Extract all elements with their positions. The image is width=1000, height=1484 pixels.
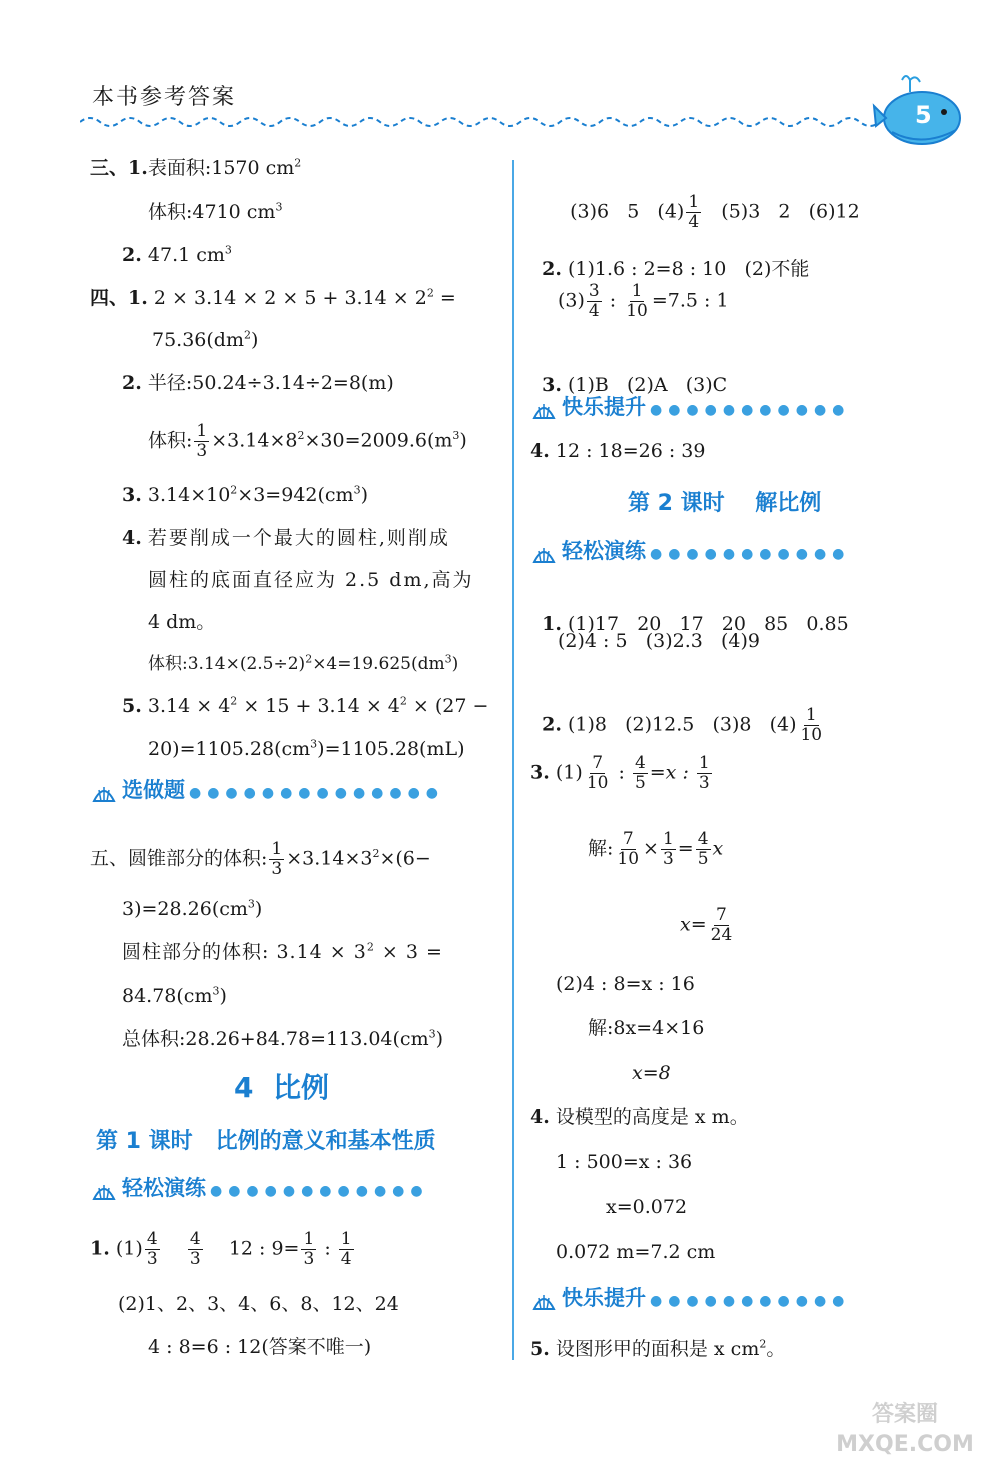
answer-p3: 3. (1) $\frac{7}{10}$ : $\frac{4}{5}$ =x : $\frac{1}{3}$: [530, 753, 710, 793]
answer-s4-4-volume: 体积$:3.14\times(2.5\div 2)^2\times 4=19.625(dm^3)$: [148, 652, 459, 674]
shell-icon: [530, 542, 558, 566]
answer-s4-5-result: $20)=1105.28(cm^3)=1105.28(mL)$: [148, 737, 465, 760]
answer-p2: 2. (1)8 (2)12.5 (3)8 (4) $\frac{1}{10}$: [542, 705, 823, 745]
answer-s3-1-volume: 体积:4710 $cm^3$: [148, 200, 283, 223]
answer-q1-2-example: 4 : 8=6 : 12(答案不唯一): [148, 1336, 372, 1358]
answer-q1: 1. (1) $\frac{4}{3}$ $\frac{4}{3}$ 12 : 9= $\frac{1}{3}$ : $\frac{1}{4}$: [90, 1229, 352, 1269]
answer-p4-x: x=0.072: [606, 1196, 688, 1218]
section-tag-optional: 选做题 ●●●●●●●●●●●●●●: [90, 774, 444, 805]
page-header-title: 本书参考答案: [92, 85, 237, 110]
answer-s5-cylinder-result: $84.78(cm^3)$: [122, 984, 227, 1007]
answer-s5-total: 总体积$:28.26+84.78=113.04(cm^3)$: [122, 1027, 444, 1050]
answer-s4-3: 3. $3.14\times 10^2\times 3=942(cm^3)$: [122, 483, 368, 506]
shell-icon: [90, 781, 118, 805]
answer-s4-1-result: $75.36(dm^2)$: [152, 328, 259, 351]
answer-p3-result: x= $\frac{7}{24}$: [680, 905, 733, 945]
column-divider: [512, 160, 514, 1360]
chapter-title: 4 比例: [234, 1071, 329, 1104]
answer-p3-2: (2)4 : 8=x : 16: [556, 973, 695, 995]
answer-s4-4: 4. 若要削成一个最大的圆柱,则削成: [122, 527, 450, 549]
answer-r2-3: (3) $\frac{3}{4}$ : $\frac{1}{10}$ =7.5 : 1: [558, 281, 729, 321]
answer-p3-2-solution: 解:8x=4×16: [588, 1017, 705, 1039]
answer-s4-4-line2: 圆柱的底面直径应为 2.5 dm,高为: [148, 569, 474, 591]
answer-s5-cylinder: 圆柱部分的体积: $3.14 \times 3^2 \times 3$ =: [122, 940, 443, 963]
section-tag-happy-1: 快乐提升 ●●●●●●●●●●●: [530, 391, 850, 422]
section-tag-easy: 轻松演练 ●●●●●●●●●●●●: [90, 1172, 429, 1203]
section-tag-easy-2: 轻松演练 ●●●●●●●●●●●: [530, 535, 850, 566]
lesson-2-title: 第 2 课时 解比例: [628, 491, 822, 516]
answer-p4-ratio: 1 : 500=x : 36: [556, 1151, 693, 1173]
answer-s5: 五、圆锥部分的体积: $\frac{1}{3}$ $\times 3.14\times 3^2\times(6-$: [90, 839, 431, 879]
answer-s4-2: 2. 半径:50.24÷3.14÷2=8(m): [122, 372, 394, 394]
answer-r2: 2. (1)1.6 : 2=8 : 10 (2)不能: [542, 258, 810, 280]
answer-s4-1: 四、1. $2 \times 3.14 \times 2 \times 5 + 3.14 \times 2^2$ =: [90, 286, 456, 309]
answer-s3-1: 三、1.表面积:1570 $cm^2$: [90, 156, 302, 179]
answer-r3: 3. (1)B (2)A (3)C: [542, 374, 728, 396]
answer-q1-2: (2)1、2、3、4、6、8、12、24: [118, 1293, 399, 1315]
shell-icon: [90, 1179, 118, 1203]
answer-r1: (3)6 5 (4) $\frac{1}{4}$ (5)3 2 (6)12: [570, 192, 860, 232]
watermark-logo: 答案圈 MXQE.COM: [836, 1402, 974, 1457]
answer-p5: 5. 设图形甲的面积是 x $cm^2$。: [530, 1337, 786, 1360]
answer-s4-5: 5. $3.14 \times 4^2 \times 15 + 3.14 \times 4^2 \times (27$ −: [122, 694, 489, 717]
answer-p3-2-result: x=8: [632, 1062, 671, 1084]
section-tag-happy-2: 快乐提升 ●●●●●●●●●●●: [530, 1282, 850, 1313]
answer-p1-2: (2)4 : 5 (3)2.3 (4)9: [558, 630, 760, 652]
answer-p4: 4. 设模型的高度是 x m。: [530, 1106, 749, 1128]
answer-p1: 1. (1)17 20 17 20 85 0.85: [542, 613, 849, 635]
shell-icon: [530, 398, 558, 422]
answer-p3-solution: 解: $\frac{7}{10}$ × $\frac{1}{3}$ = $\frac{4}{5}$ x: [588, 829, 724, 869]
wavy-header-line: [80, 112, 900, 132]
answer-s3-2: 2. 47.1 $cm^3$: [122, 243, 232, 266]
shell-icon: [530, 1289, 558, 1313]
page-number: 5: [915, 101, 932, 129]
answer-s4-2-volume: 体积: $\frac{1}{3}$ $\times 3.14\times 8^2\times 30=2009.6(m^3)$: [148, 421, 467, 461]
answer-s5-cone: $3)=28.26(cm^3)$: [122, 897, 263, 920]
answer-p4-result: 0.072 m=7.2 cm: [556, 1241, 716, 1263]
lesson-1-title: 第 1 课时 比例的意义和基本性质: [96, 1129, 436, 1154]
answer-r4: 4. 12 : 18=26 : 39: [530, 440, 706, 462]
answer-s4-4-line3: 4 dm。: [148, 611, 216, 633]
